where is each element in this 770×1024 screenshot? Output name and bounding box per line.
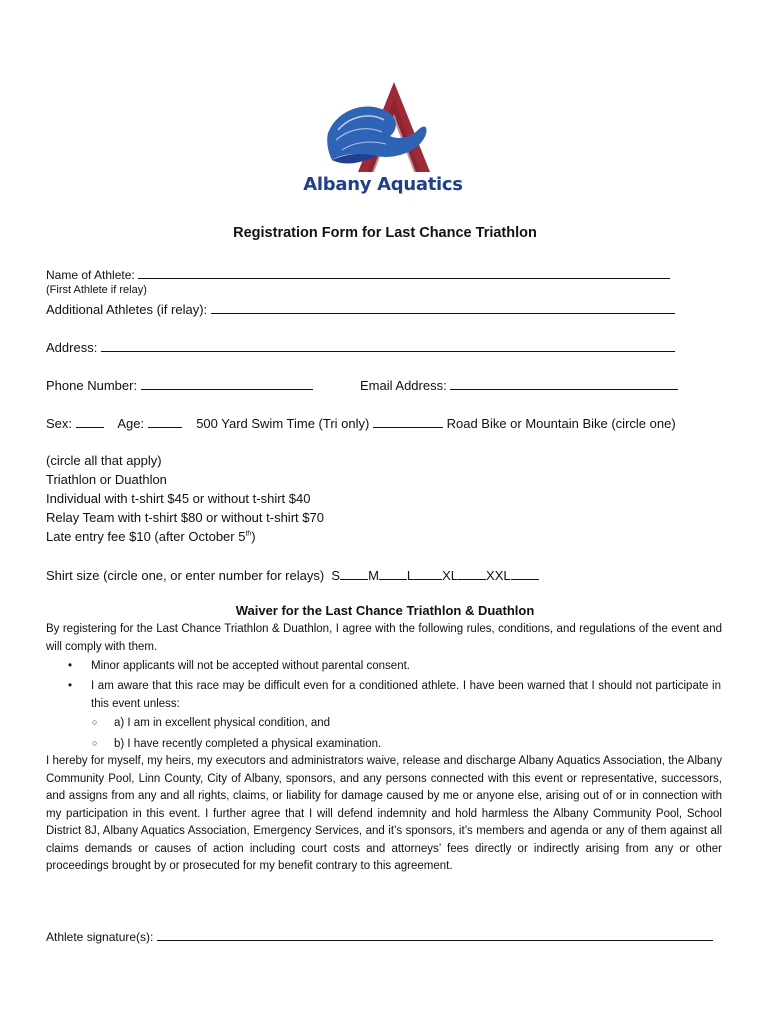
bullet-icon: • (68, 680, 73, 692)
waiver-title: Waiver for the Last Chance Triathlon & Duathlon (235, 603, 535, 618)
phone-field[interactable] (141, 377, 313, 390)
shirt-size-xxl[interactable]: XXL (486, 568, 511, 583)
waiver-intro: By registering for the Last Chance Triathlon & Duathlon, I agree with the following rules, conditions, and regulations of the event and will comply with them. (46, 623, 722, 653)
age-field[interactable] (148, 415, 182, 428)
sex-label: Sex: (46, 416, 73, 431)
swim-time-label: 500 Yard Swim Time (Tri only) (196, 416, 370, 431)
shirt-l-field[interactable] (414, 567, 442, 580)
late-fee-sup: th (245, 530, 252, 538)
signature-row (46, 928, 713, 944)
waiver-sub-bullet-condition: a) I am in excellent physical condition, and (114, 717, 331, 729)
bike-label: Road Bike or Mountain Bike (circle one) (446, 416, 676, 431)
additional-label: Additional Athletes (if relay): (46, 302, 208, 317)
shirt-size-m[interactable]: M (368, 568, 379, 583)
options-header: (circle all that apply) (46, 453, 162, 468)
waiver-body: I hereby for myself, my heirs, my executors and administrators waive, release and discharge Albany Aquatics Association, the Albany Community Pool, Linn County, City of Albany, sponsors, and any persons connected with this event or representative, successors, and assigns from any and all rights, claims, or liability for damage caused by me or anyone else, arising out of or in connection with my participation in this event. I further agree that I will defend indemnity and hold harmless the Albany Community Pool, School District 8J, Albany Aquatics Association, Emergency Services, and it’s sponsors, it’s members and agenda or any of them against all claims demands or causes of action including court costs and attorneys’ fees directly or indirectly arising from any or other proceedings brought by or prosecuted for my benefit contrary to this agreement. (46, 755, 722, 872)
late-fee-text: Late entry fee $10 (after October 5 (46, 529, 246, 544)
phone-label: Phone Number: (46, 378, 138, 393)
sex-field[interactable] (76, 415, 104, 428)
shirt-xl-field[interactable] (458, 567, 486, 580)
shirt-size-row (46, 567, 539, 583)
shirt-size-l[interactable]: L (406, 568, 415, 583)
option-relay[interactable]: Relay Team with t-shirt $80 or without t-shirt $70 (46, 510, 324, 525)
phone-row (46, 377, 313, 393)
shirt-size-label: Shirt size (circle one, or enter number for relays) (46, 568, 325, 583)
name-note: (First Athlete if relay) (46, 284, 147, 296)
option-individual[interactable]: Individual with t-shirt $45 or without t-shirt $40 (46, 491, 311, 506)
sub-bullet-icon: ○ (92, 738, 98, 748)
signature-label: Athlete signature(s): (46, 930, 154, 944)
shirt-size-xl[interactable]: XL (442, 568, 459, 583)
shirt-s-field[interactable] (340, 567, 368, 580)
sub-bullet-icon: ○ (92, 717, 98, 727)
swim-time-field[interactable] (373, 415, 443, 428)
address-row (46, 339, 675, 355)
late-fee-end: ) (251, 529, 256, 544)
email-row (360, 377, 678, 393)
name-row (46, 266, 670, 282)
address-label: Address: (46, 340, 98, 355)
age-label: Age: (117, 416, 145, 431)
albany-aquatics-logo (298, 78, 468, 202)
bullet-icon: • (68, 660, 73, 672)
email-field[interactable] (450, 377, 678, 390)
email-label: Email Address: (360, 378, 447, 393)
logo-text: Albany Aquatics (303, 174, 463, 195)
shirt-size-s[interactable]: S (331, 568, 341, 583)
shirt-xxl-field[interactable] (511, 567, 539, 580)
name-field[interactable] (138, 266, 670, 279)
waiver-sub-bullet-exam: b) I have recently completed a physical examination. (114, 738, 382, 750)
logo-a-wave-graphic (298, 78, 468, 178)
additional-row (46, 301, 675, 317)
shirt-m-field[interactable] (379, 567, 407, 580)
details-row (46, 415, 676, 431)
option-event-type[interactable]: Triathlon or Duathlon (46, 472, 167, 487)
address-field[interactable] (101, 339, 675, 352)
name-label: Name of Athlete: (46, 268, 135, 282)
late-entry-fee (46, 529, 256, 544)
form-title: Registration Form for Last Chance Triathlon (233, 225, 537, 241)
waiver-bullet-minors: Minor applicants will not be accepted without parental consent. (91, 660, 410, 672)
signature-field[interactable] (157, 928, 713, 941)
additional-athletes-field[interactable] (211, 301, 675, 314)
waiver-bullet-difficulty: I am aware that this race may be difficult even for a conditioned athlete. I have been warned that I should not participate in this event unless: (91, 680, 721, 710)
